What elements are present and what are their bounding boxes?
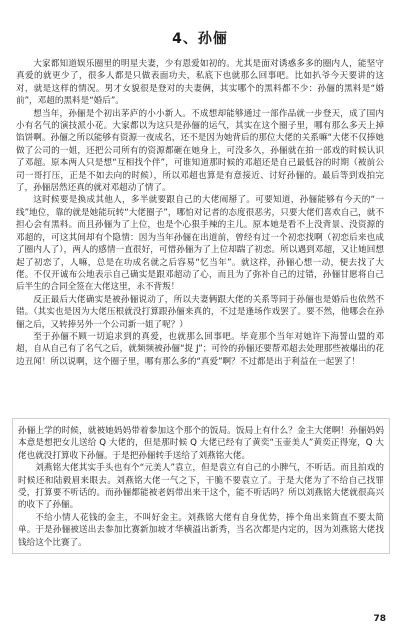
paragraph: 反正最后大佬确实是被孙俪说动了，所以夫妻俩跟大佬的关系等同于孙俪也是婚后也依然不错。（其实也是因为大佬压根就没打算跟孙俪来真的，不过是逢场作戏罢了。要不然，他哪会在孙俪之后，又转捧另外一个公司新一姐了呢？） [16,294,384,330]
body-text [16,58,384,368]
box-paragraph: 刘燕铭大佬其实手头也有个“元美人”袁立，但是袁立有自己的小脾气，不听话。而且拍戏的时候还和陆毅眉来眼去。刘燕铭大佬一气之下，干脆不要袁立了。于是大佬为了不给自己找罪受，打算要不听话的。而孙俪都能被老妈带出来干这个，能不听话吗？所以刘燕铭大佬就很高兴的收下了孙俪。 [18,463,384,511]
sidebar-box [12,418,390,554]
paragraph: 这时候要是换成其他人，多半就要跟自己的大佬闹掰了。可要知道，孙俪能够有今天的“一线”地位，靠的就是她能玩转“大佬圈子”，哪怕对记者的态度很恶劣，只要大佬们喜欢自己，就不担心会有黑料。而且孙俪为了上位，也是个心狠手辣的主儿。原本她是看不上没背景、没资源的邓超的，可这其间却有个隐情：因为当年孙俪在出道前，曾经有过一个初恋找啊（初恋后来也成了圈内人了），两人的感情一直很好，可惜孙俪为了上位却踹了初恋。所以遇到邓超，又让她回想起了初恋了，人嘛，总是在功成名就之后容易“忆当年”。就这样，孙俪心想一动，便去找了大佬。不仅开诚布公地表示自己确实是跟邓超动了心，而且为了弥补自己的过错，孙俪甘愿将自己后半生的合同全签在大佬这里，永不背叛！ [16,195,384,293]
box-paragraph: 不给小情人花钱的金主，不叫好金主。刘燕铭大佬有自身优势，捧个角出来简直不要太简单。于是孙俪被送出去参加比赛新加坡才华横溢出新秀，当名次都是内定的，因为刘燕铭大佬找钱给这个比赛了。 [18,512,384,548]
paragraph: 大家都知道娱乐圈里的明星夫妻，少有恩爱如初的。尤其是面对诱惑多多的圈内人，能坚守真爱的就更少了，很多人都是只做表面功夫，私底下也就那么回事吧。比如扒爷今天要讲的这对，就是这样的情况。男才女貌很是登对的夫妻俩，其实哪个的黑料都不少：孙俪的黑料是“婚前”，邓超的黑料是“婚后”。 [16,59,384,107]
paragraph: 至于孙俪不顾一切追求到的真爱，也就那么回事吧。毕竟那个当年对她许下海誓山盟的邓超，自从自己有了名气之后，就频频被孙俪“捉 J”；可怜的孙俪还要帮邓超去处理那些被爆出的花边丑闻！所以说啊，这个圈子里，哪有那么多的“真爱”啊？不过都是出于利益在一起罢了！ [16,331,384,367]
paragraph: 想当年，孙俪是个初出茅庐的小小新人。不成想却能够通过一部作品就一步登天，成了国内小有名气的演技派小花。大家都以为这只是孙俪的运气，其实在这个圈子里，哪有那么多天上掉馅饼啊。孙俪之所以能够有资源一夜成名，还不是因为她背后的那位大佬的关系嘛“大佬不仅捧她做了公司的一姐，还把公司所有的资源都砸在她身上，可没多久，孙俪就在拍一部戏的时候认识了邓超。原本两人只是想“互相找个伴”，可谁知道那时候的邓超还是自己最低谷的时期（被前公司一哥打压，正是不如去向的时候），所以邓超也算是有意接近、讨好孙俪的。最后等到戏拍完了，孙俪居然还真的就对邓超动了情了。 [16,108,384,194]
page-number: 78 [373,614,386,624]
chapter-title: 4、孙俪 [172,31,228,47]
box-paragraph: 孙俪上学的时候，就被她妈妈带着参加这个那个的饭局。饭局上有什么？金主大佬啊！孙俪妈妈本意是想把女儿送给 Q 大佬的，但是那时候 Q 大佬已经有了黄奕“玉壶美人”黄奕正得宠，Q 大佬也就没打算收下孙俪。于是把孙俪转手送给了刘燕铭大佬。 [18,426,384,461]
